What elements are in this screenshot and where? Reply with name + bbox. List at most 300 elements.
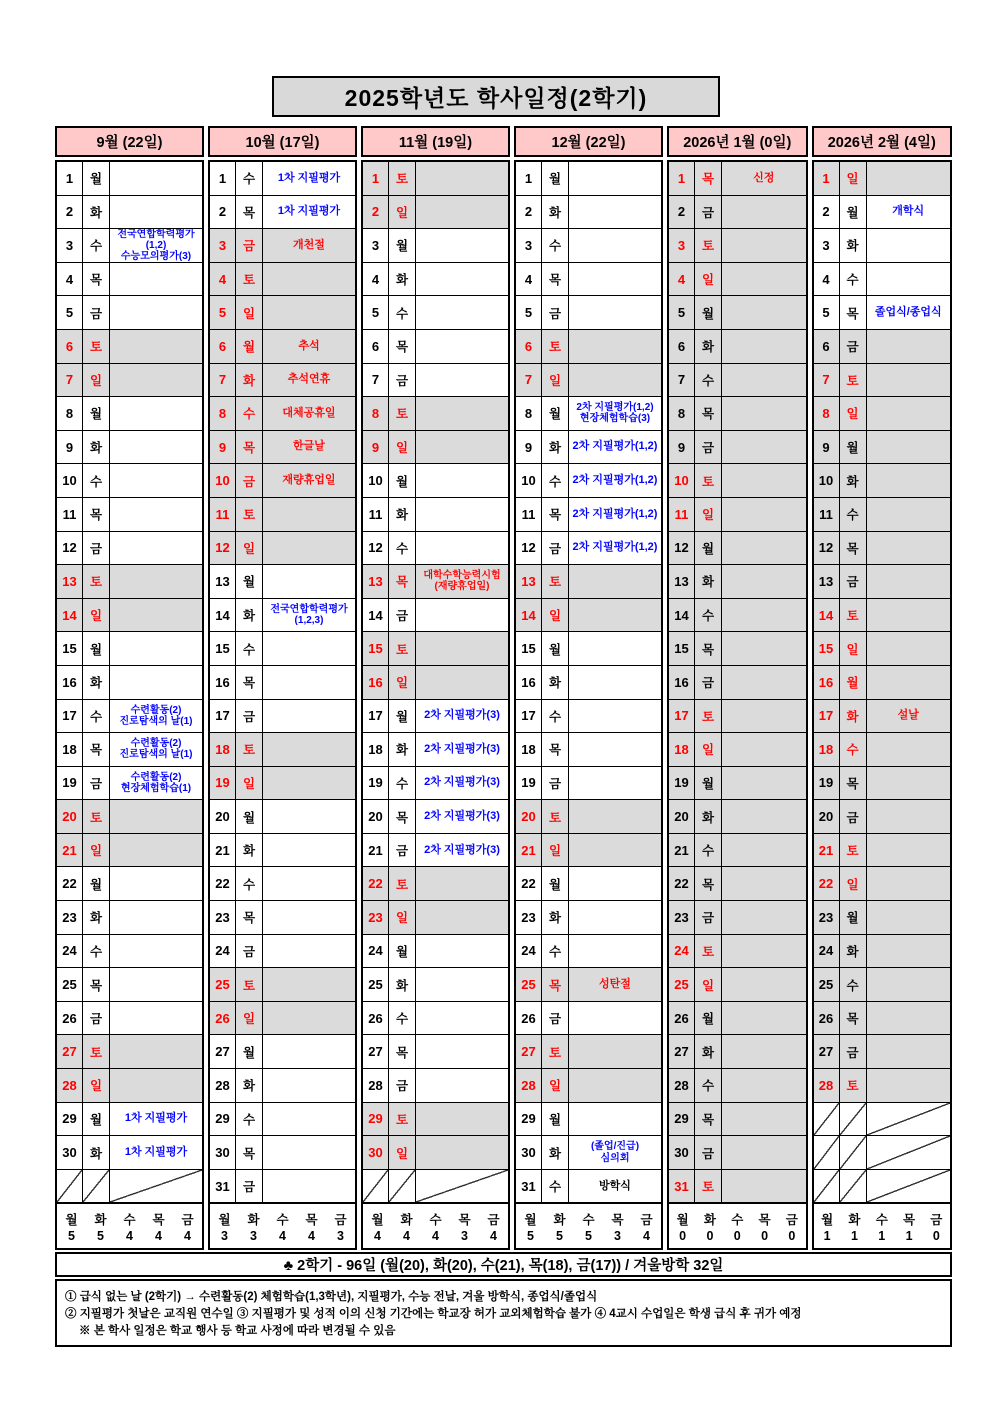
day-event: [263, 464, 355, 497]
filler-cell: [57, 1170, 83, 1203]
day-event: [110, 700, 202, 733]
day-weekday: 화: [83, 1136, 110, 1169]
day-weekday: 토: [236, 733, 263, 766]
day-number: 8: [814, 397, 840, 430]
day-row: [57, 767, 202, 801]
day-weekday: 목: [389, 1035, 416, 1068]
day-event: [867, 1002, 951, 1035]
day-weekday: 목: [840, 1002, 867, 1035]
day-weekday: 수: [83, 229, 110, 262]
day-row: [210, 901, 355, 935]
day-number: 22: [57, 867, 83, 900]
day-number: 29: [669, 1103, 695, 1136]
day-event: [416, 364, 508, 397]
day-event: [867, 666, 951, 699]
event-line: 추석연휴: [287, 373, 331, 386]
day-number: 22: [814, 867, 840, 900]
event-line: 방학식: [599, 1179, 631, 1192]
day-weekday: 화: [83, 431, 110, 464]
summary-weekday: [814, 1204, 841, 1248]
day-row: [210, 296, 355, 330]
day-event: [416, 330, 508, 363]
summary-weekday-label: 화: [94, 1212, 107, 1227]
day-event: [416, 1069, 508, 1102]
day-weekday: 수: [840, 498, 867, 531]
day-number: 15: [516, 632, 542, 665]
day-weekday: 목: [83, 733, 110, 766]
day-number: 22: [363, 867, 389, 900]
day-weekday: 수: [83, 935, 110, 968]
day-weekday: 목: [389, 565, 416, 598]
day-event: [263, 162, 355, 195]
day-weekday: 수: [236, 867, 263, 900]
summary-weekday-label: 금: [487, 1212, 500, 1227]
day-row: [669, 431, 806, 465]
filler-cell: [363, 1170, 389, 1203]
day-number: 15: [363, 632, 389, 665]
day-weekday: 일: [83, 1069, 110, 1102]
day-row: [57, 700, 202, 734]
day-number: 21: [363, 834, 389, 867]
day-row: [363, 599, 508, 633]
day-weekday: 금: [83, 532, 110, 565]
day-number: 3: [516, 229, 542, 262]
day-number: 25: [814, 968, 840, 1001]
month-column: [514, 126, 663, 1250]
day-row: [516, 599, 661, 633]
day-row: [363, 263, 508, 297]
day-row: [363, 1136, 508, 1170]
day-number: 21: [669, 834, 695, 867]
day-event: [110, 901, 202, 934]
event-line: 1차 지필평가: [124, 1112, 188, 1125]
day-weekday: 화: [83, 196, 110, 229]
day-weekday: 금: [389, 364, 416, 397]
day-event: [110, 733, 202, 766]
day-event: [867, 229, 951, 262]
event-line: 한글날: [293, 440, 325, 453]
day-number: 23: [814, 901, 840, 934]
day-row: [516, 364, 661, 398]
event-line: 2차 지필평가(1,2): [572, 541, 658, 554]
day-event: [110, 767, 202, 800]
day-number: 11: [516, 498, 542, 531]
day-row: [814, 263, 951, 297]
day-number: 16: [57, 666, 83, 699]
summary-weekday-label: 화: [703, 1212, 716, 1227]
day-weekday: 토: [389, 1103, 416, 1136]
month-column: [208, 126, 357, 1250]
day-event: [263, 229, 355, 262]
day-number: 15: [669, 632, 695, 665]
day-weekday: 수: [542, 1170, 569, 1203]
day-weekday: 수: [840, 968, 867, 1001]
summary-weekday-count: 5: [68, 1228, 75, 1243]
day-number: 19: [516, 767, 542, 800]
day-weekday: 월: [389, 229, 416, 262]
day-number: 19: [57, 767, 83, 800]
day-event: [722, 700, 806, 733]
day-event: [867, 632, 951, 665]
day-weekday: 수: [542, 464, 569, 497]
day-row: [814, 498, 951, 532]
day-weekday: 월: [83, 632, 110, 665]
day-row: [363, 767, 508, 801]
day-number: 12: [516, 532, 542, 565]
day-weekday: 월: [840, 666, 867, 699]
day-row: [57, 1069, 202, 1103]
day-weekday: 금: [695, 901, 722, 934]
day-number: 23: [669, 901, 695, 934]
summary-row: [210, 1203, 355, 1248]
day-row: [210, 767, 355, 801]
summary-weekday: [479, 1204, 508, 1248]
day-event: [416, 700, 508, 733]
filler-cell: [814, 1103, 840, 1136]
day-row: [210, 666, 355, 700]
day-number: 3: [669, 229, 695, 262]
day-number: 19: [814, 767, 840, 800]
day-weekday: 일: [542, 364, 569, 397]
day-number: 18: [210, 733, 236, 766]
day-number: 6: [210, 330, 236, 363]
day-row: [363, 162, 508, 196]
day-row: [57, 867, 202, 901]
day-event: [867, 935, 951, 968]
day-number: 11: [57, 498, 83, 531]
day-weekday: 토: [542, 1035, 569, 1068]
day-weekday: 화: [83, 901, 110, 934]
day-number: 12: [363, 532, 389, 565]
day-weekday: 월: [236, 1035, 263, 1068]
day-row: [516, 1170, 661, 1204]
day-event: [569, 464, 661, 497]
day-weekday: 금: [236, 700, 263, 733]
day-row: [669, 632, 806, 666]
day-number: 26: [57, 1002, 83, 1035]
day-number: 6: [363, 330, 389, 363]
day-event: [416, 431, 508, 464]
day-row: [669, 330, 806, 364]
summary-weekday: [268, 1204, 297, 1248]
day-number: 24: [57, 935, 83, 968]
day-weekday: 일: [83, 834, 110, 867]
day-number: 21: [210, 834, 236, 867]
day-event: [867, 330, 951, 363]
day-number: 31: [669, 1170, 695, 1203]
day-row: [363, 901, 508, 935]
day-event: [867, 364, 951, 397]
day-row: [210, 196, 355, 230]
event-line: 2차 지필평가(1,2): [572, 474, 658, 487]
summary-weekday: [923, 1204, 950, 1248]
day-row: [210, 565, 355, 599]
day-row: [516, 1103, 661, 1137]
day-weekday: 일: [236, 532, 263, 565]
day-weekday: 수: [695, 834, 722, 867]
day-number: 10: [57, 464, 83, 497]
event-line: 재량휴업일: [282, 474, 336, 487]
day-number: 20: [363, 800, 389, 833]
day-row: [814, 364, 951, 398]
day-weekday: 수: [695, 364, 722, 397]
summary-row: [814, 1203, 951, 1248]
day-row: [669, 1035, 806, 1069]
day-number: 14: [57, 599, 83, 632]
day-event: [416, 632, 508, 665]
day-weekday: 목: [236, 901, 263, 934]
day-row: [363, 364, 508, 398]
day-row: [363, 968, 508, 1002]
day-weekday: 수: [389, 767, 416, 800]
day-row: [57, 666, 202, 700]
summary-weekday: [574, 1204, 603, 1248]
day-number: 28: [210, 1069, 236, 1102]
event-line: 수련활동(2): [130, 704, 182, 716]
day-event: [110, 1002, 202, 1035]
summary-weekday: [516, 1204, 545, 1248]
day-event: [110, 1069, 202, 1102]
day-number: 30: [210, 1136, 236, 1169]
day-row: [814, 733, 951, 767]
month-header: 9월 (22일): [55, 126, 204, 157]
day-number: 1: [516, 162, 542, 195]
summary-weekday: [751, 1204, 778, 1248]
day-number: 13: [57, 565, 83, 598]
day-weekday: 월: [236, 800, 263, 833]
day-row: [814, 800, 951, 834]
summary-weekday-count: 4: [279, 1228, 286, 1243]
month-header: 2026년 1월 (0일): [667, 126, 808, 157]
event-line: 대체공휴일: [282, 406, 336, 419]
day-row: [814, 1002, 951, 1036]
day-row: [210, 599, 355, 633]
day-event: [263, 397, 355, 430]
day-weekday: 목: [542, 733, 569, 766]
day-event: [263, 1103, 355, 1136]
day-weekday: 토: [83, 800, 110, 833]
summary-weekday-count: 4: [374, 1228, 381, 1243]
day-weekday: 월: [389, 700, 416, 733]
day-row: [814, 330, 951, 364]
summary-weekday: [450, 1204, 479, 1248]
event-line: 대학수학능력시험: [423, 570, 501, 582]
day-number: 6: [814, 330, 840, 363]
day-weekday: 토: [542, 330, 569, 363]
day-weekday: 월: [83, 397, 110, 430]
day-row: [814, 464, 951, 498]
day-row: [516, 935, 661, 969]
day-number: 11: [669, 498, 695, 531]
day-row: [516, 834, 661, 868]
day-weekday: 목: [389, 800, 416, 833]
day-event: [263, 632, 355, 665]
day-event: [569, 1069, 661, 1102]
day-weekday: 월: [83, 1103, 110, 1136]
footnote-line: ② 지필평가 첫날은 교직원 연수일 ③ 지필평가 및 성적 이의 신청 기간에는 학교장 허가 교외체험학습 불가 ④ 4교시 수업일은 학생 급식 후 귀가 예정: [65, 1308, 802, 1320]
day-event: [110, 565, 202, 598]
day-row: [669, 162, 806, 196]
day-weekday: 토: [389, 162, 416, 195]
event-line: 2차 지필평가(1,2): [572, 440, 658, 453]
day-event: [263, 196, 355, 229]
day-number: 8: [57, 397, 83, 430]
day-row: [669, 666, 806, 700]
day-row: [669, 397, 806, 431]
day-number: 26: [210, 1002, 236, 1035]
day-row: [814, 431, 951, 465]
day-row: [814, 968, 951, 1002]
day-event: [722, 632, 806, 665]
day-row: [516, 498, 661, 532]
month-body: [514, 160, 663, 1250]
day-event: [263, 330, 355, 363]
day-event: [263, 364, 355, 397]
day-number: 28: [669, 1069, 695, 1102]
day-event: [263, 1069, 355, 1102]
day-weekday: 화: [840, 464, 867, 497]
day-row: [669, 767, 806, 801]
summary-weekday-count: 0: [788, 1228, 796, 1243]
day-row: [814, 1035, 951, 1069]
day-row: [210, 397, 355, 431]
day-row: [516, 901, 661, 935]
day-event: [722, 599, 806, 632]
day-row: [814, 632, 951, 666]
day-number: 29: [516, 1103, 542, 1136]
summary-weekday-count: 4: [643, 1228, 650, 1243]
day-row: [363, 464, 508, 498]
summary-weekday-label: 목: [903, 1212, 916, 1227]
day-weekday: 일: [840, 397, 867, 430]
day-weekday: 일: [236, 296, 263, 329]
day-weekday: 수: [236, 632, 263, 665]
event-line: (졸업/진급): [590, 1141, 640, 1153]
day-row: [669, 834, 806, 868]
day-row: [516, 968, 661, 1002]
day-event: [416, 498, 508, 531]
day-weekday: 금: [83, 767, 110, 800]
day-row: [57, 1035, 202, 1069]
day-event: [110, 364, 202, 397]
day-weekday: 수: [695, 599, 722, 632]
day-row: [516, 867, 661, 901]
day-number: 12: [814, 532, 840, 565]
day-row: [57, 162, 202, 196]
day-event: [569, 565, 661, 598]
day-event: [263, 935, 355, 968]
day-row: [814, 935, 951, 969]
day-number: 18: [57, 733, 83, 766]
filler-cell: [814, 1170, 840, 1203]
day-row: [363, 935, 508, 969]
day-row: [363, 800, 508, 834]
day-row: [57, 968, 202, 1002]
month-header: 11월 (19일): [361, 126, 510, 157]
day-row: [210, 1170, 355, 1204]
day-row: [210, 733, 355, 767]
day-event: [416, 196, 508, 229]
day-weekday: 금: [695, 1136, 722, 1169]
day-weekday: 일: [542, 599, 569, 632]
day-event: [416, 867, 508, 900]
day-weekday: 목: [695, 397, 722, 430]
day-weekday: 월: [840, 431, 867, 464]
day-weekday: 일: [695, 733, 722, 766]
summary-weekday-label: 금: [640, 1212, 653, 1227]
day-weekday: 수: [542, 700, 569, 733]
day-event: [110, 1136, 202, 1169]
day-weekday: 수: [236, 1103, 263, 1136]
day-row: [210, 800, 355, 834]
day-event: [263, 296, 355, 329]
day-weekday: 화: [389, 263, 416, 296]
day-row: [210, 1103, 355, 1137]
day-weekday: 화: [695, 330, 722, 363]
day-row: [210, 364, 355, 398]
day-weekday: 화: [840, 229, 867, 262]
day-weekday: 금: [695, 431, 722, 464]
day-event: [722, 1136, 806, 1169]
month-header: 2026년 2월 (4일): [812, 126, 953, 157]
day-event: [263, 1136, 355, 1169]
day-weekday: 화: [695, 565, 722, 598]
day-weekday: 월: [542, 867, 569, 900]
day-event: [110, 1103, 202, 1136]
summary-weekday-label: 월: [676, 1212, 689, 1227]
event-line: 수련활동(2): [130, 738, 182, 750]
event-line: 2차 지필평가(1,2): [572, 507, 658, 520]
day-number: 16: [210, 666, 236, 699]
day-weekday: 금: [83, 296, 110, 329]
summary-weekday: [326, 1204, 355, 1248]
day-row: [210, 1136, 355, 1170]
day-weekday: 목: [542, 263, 569, 296]
day-number: 30: [57, 1136, 83, 1169]
day-event: [569, 364, 661, 397]
day-row: [363, 666, 508, 700]
day-number: 25: [363, 968, 389, 1001]
day-row: [516, 1035, 661, 1069]
day-weekday: 목: [840, 767, 867, 800]
day-weekday: 월: [542, 1103, 569, 1136]
day-event: [867, 733, 951, 766]
day-event: [416, 666, 508, 699]
day-weekday: 일: [542, 834, 569, 867]
filler-row: [814, 1136, 951, 1170]
day-row: [669, 1103, 806, 1137]
day-row: [363, 733, 508, 767]
summary-weekday-count: 3: [337, 1228, 344, 1243]
month-body: [667, 160, 808, 1250]
event-line: 수련활동(2): [130, 771, 182, 783]
day-row: [669, 296, 806, 330]
summary-weekday: [724, 1204, 751, 1248]
day-event: [722, 498, 806, 531]
day-weekday: 수: [542, 229, 569, 262]
day-number: 22: [516, 867, 542, 900]
day-number: 6: [516, 330, 542, 363]
filler-cell: [110, 1170, 202, 1203]
day-weekday: 일: [840, 162, 867, 195]
day-weekday: 토: [389, 397, 416, 430]
day-weekday: 목: [840, 532, 867, 565]
day-number: 1: [814, 162, 840, 195]
month-column: [55, 126, 204, 1250]
day-number: 2: [669, 196, 695, 229]
day-weekday: 일: [695, 968, 722, 1001]
day-number: 2: [363, 196, 389, 229]
